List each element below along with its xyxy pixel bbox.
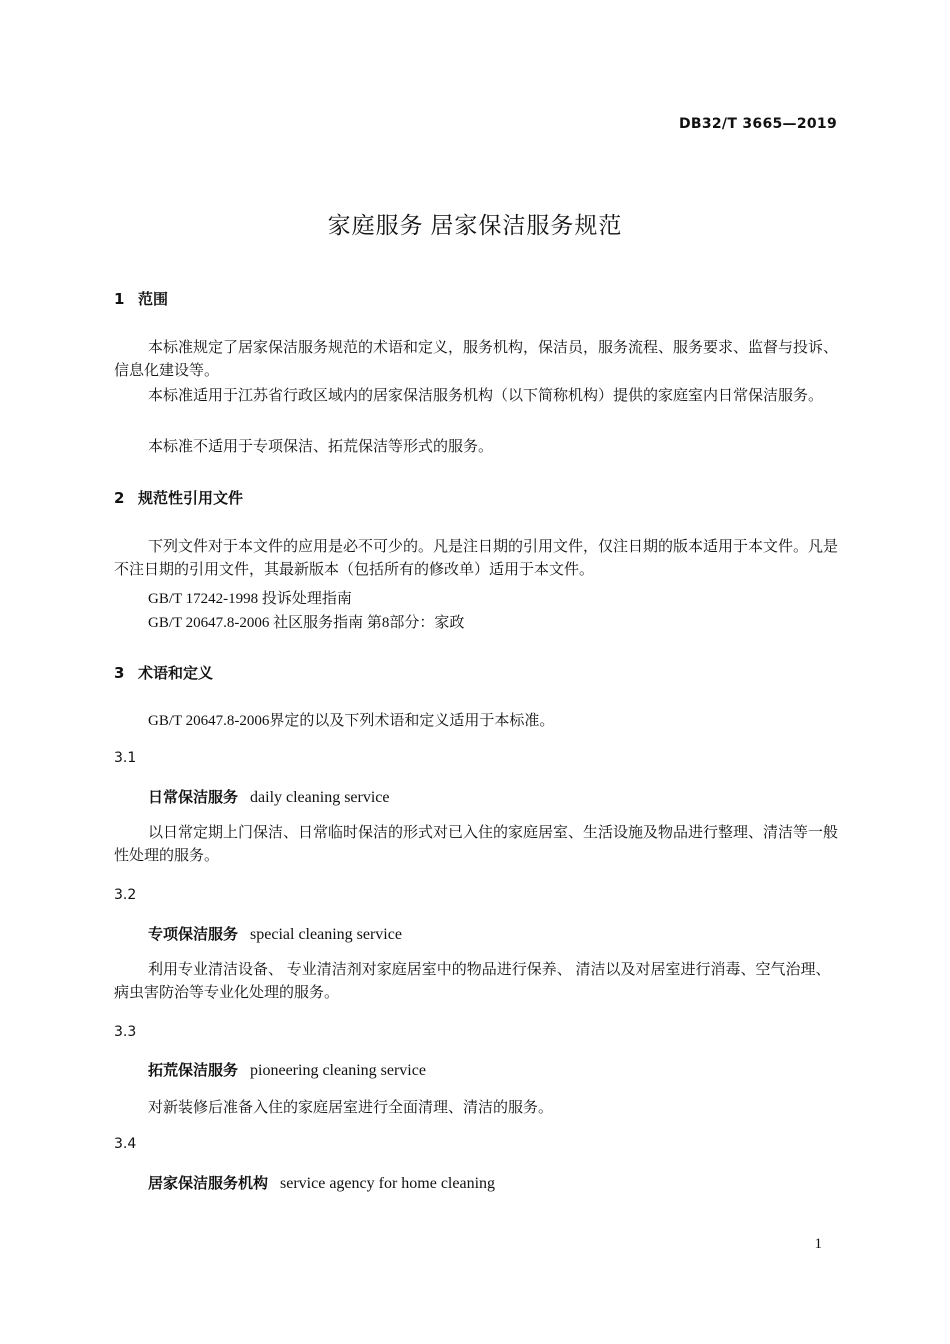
section-2-paragraph-1: 下列文件对于本文件的应用是必不可少的。凡是注日期的引用文件，仅注日期的版本适用于本文件。凡是不注日期的引用文件，其最新版本（包括所有的修改单）适用于本文件。 — [114, 539, 839, 578]
term-number: 3.2 — [114, 887, 137, 903]
term-chinese: 拓荒保洁服务 — [148, 1061, 239, 1079]
term-english: daily cleaning service — [250, 789, 390, 806]
reference-item: GB/T 20647.8-2006 社区服务指南 第8部分：家政 — [148, 615, 465, 631]
section-number: 1 — [114, 290, 125, 308]
section-1-paragraph-1: 本标准规定了居家保洁服务规范的术语和定义，服务机构，保洁员，服务流程、服务要求、监督与投诉、信息化建设等。 — [114, 340, 839, 379]
term-heading — [148, 1059, 426, 1080]
reference-item: GB/T 17242-1998 投诉处理指南 — [148, 591, 352, 607]
document-title: 家庭服务 居家保洁服务规范 — [327, 213, 623, 238]
section-number: 3 — [114, 664, 125, 682]
term-definition: 对新装修后准备入住的家庭居室进行全面清理、清洁的服务。 — [148, 1100, 554, 1116]
section-3-paragraph-1: GB/T 20647.8-2006界定的以及下列术语和定义适用于本标准。 — [148, 713, 555, 729]
term-number: 3.3 — [114, 1024, 137, 1040]
page-number: 1 — [814, 1236, 822, 1252]
term-heading — [148, 1172, 495, 1193]
section-2-heading — [114, 487, 243, 508]
term-english: pioneering cleaning service — [250, 1062, 426, 1079]
term-number: 3.1 — [114, 750, 137, 766]
section-1-paragraph-3: 本标准不适用于专项保洁、拓荒保洁等形式的服务。 — [148, 439, 494, 455]
section-number: 2 — [114, 489, 125, 507]
term-english: service agency for home cleaning — [280, 1175, 496, 1192]
section-title: 术语和定义 — [138, 664, 214, 682]
term-chinese: 居家保洁服务机构 — [148, 1174, 269, 1192]
term-heading — [148, 786, 390, 807]
section-3-heading — [114, 662, 213, 683]
term-definition: 以日常定期上门保洁、日常临时保洁的形式对已入住的家庭居室、生活设施及物品进行整理、清洁等一般性处理的服务。 — [114, 825, 839, 864]
term-heading — [148, 923, 402, 944]
term-chinese: 日常保洁服务 — [148, 788, 239, 806]
term-number: 3.4 — [114, 1136, 137, 1152]
section-1-heading — [114, 288, 168, 309]
term-chinese: 专项保洁服务 — [148, 925, 239, 943]
section-title: 范围 — [138, 290, 169, 308]
section-title: 规范性引用文件 — [138, 489, 244, 507]
section-1-paragraph-2: 本标准适用于江苏省行政区域内的居家保洁服务机构（以下简称机构）提供的家庭室内日常保洁服务。 — [148, 388, 824, 404]
term-english: special cleaning service — [250, 926, 402, 943]
term-definition: 利用专业清洁设备、 专业清洁剂对家庭居室中的物品进行保养、 清洁以及对居室进行消毒、空气治理、病虫害防治等专业化处理的服务。 — [114, 962, 831, 1001]
standard-code: DB32/T 3665—2019 — [678, 116, 837, 132]
